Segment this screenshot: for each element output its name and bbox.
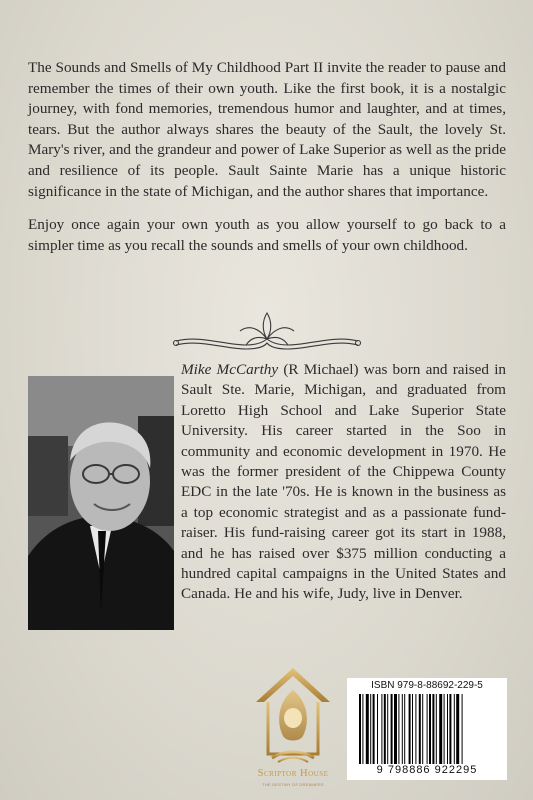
publisher-name: Scriptor House <box>257 768 329 779</box>
publisher-tagline: THE DESTINY OF DREAMERS <box>262 782 324 787</box>
book-blurb <box>28 58 506 269</box>
author-name: Mike McCarthy <box>181 361 279 378</box>
publisher-logo <box>248 662 338 794</box>
isbn-barcode <box>347 678 507 780</box>
barcode-icon <box>359 694 495 764</box>
author-bio-text: (R Michael) was born and raised in Sault Ste. Marie, Michigan, and graduated from Loretto High School and Lake Superior State University. His career started in the Soo in community and economic development in 1970. He was the former president of the Chippewa County EDC in the late '70s. He is known in the business as a top economic strategist and as a passionate fund-raiser. His fund-raising career got its start in 1988, and he has raised over $375 million conducting a hundred capital campaigns in the United States and Canada. He and his wife, Judy, live in Denver. <box>181 361 507 603</box>
ornament-divider-icon <box>170 305 364 355</box>
blurb-paragraph-2: Enjoy once again your own youth as you allow yourself to go back to a simpler time as you recall the sounds and smells of your own childhood. <box>28 216 506 254</box>
publisher-house-icon <box>248 662 338 766</box>
barcode-digits: 9 798886 922295 <box>376 764 478 776</box>
isbn-label: ISBN 979-8-88692-229-5 <box>371 680 483 691</box>
author-portrait-image <box>28 376 174 630</box>
author-bio <box>181 360 506 605</box>
author-photo <box>28 376 174 630</box>
blurb-paragraph-1: The Sounds and Smells of My Childhood Part II invite the reader to pause and remember the times of their own youth. Like the first book, it is a nostalgic journey, with fond memories, tremendous humor and laughter, and at times, tears. But the author always shares the beauty of the Sault, the lovely St. Mary's river, and the grandeur and power of Lake Superior as well as the pride and resilience of its people. Sault Sainte Marie has a unique historic significance in the state of Michigan, and the author shares that importance. <box>28 59 506 200</box>
